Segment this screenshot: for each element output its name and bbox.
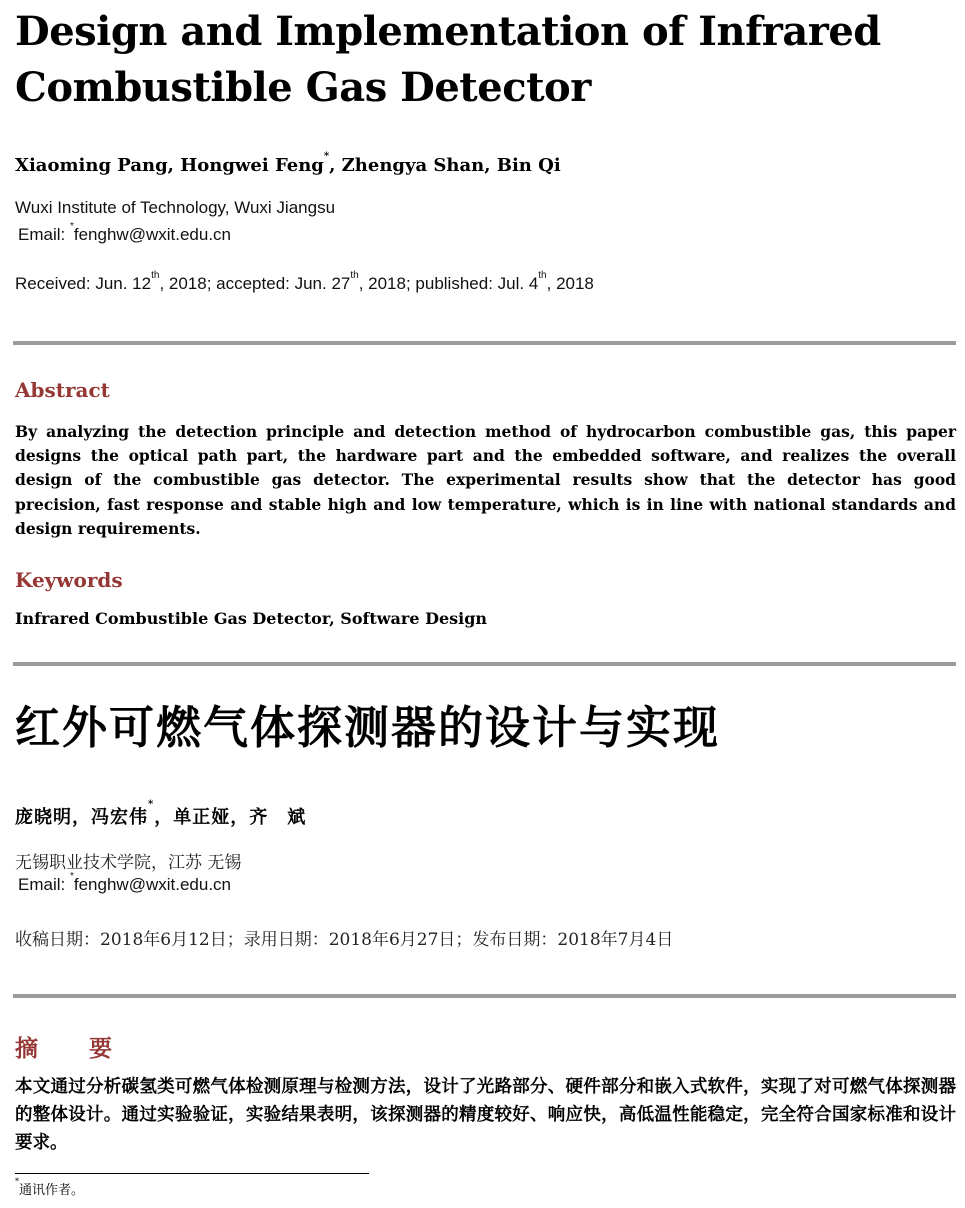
footnote <box>15 1179 956 1198</box>
abstract-heading-en: Abstract <box>15 378 110 402</box>
email-mark: * <box>69 221 74 232</box>
footnote-mark: * <box>15 1177 19 1186</box>
corresponding-author-mark: * <box>148 799 155 810</box>
ordinal-suffix: th <box>151 270 160 281</box>
email-label: Email: <box>18 875 70 894</box>
ordinal-suffix: th <box>538 270 547 281</box>
email-address[interactable]: fenghw@wxit.edu.cn <box>73 225 231 244</box>
publication-dates-en <box>15 270 956 294</box>
paper-title-en: Design and Implementation of Infrared Combustible Gas Detector <box>15 8 881 111</box>
email-zh <box>18 871 956 895</box>
authors-zh-part1: 庞晓明，冯宏伟 <box>15 807 148 828</box>
published-year: , 2018 <box>546 274 594 293</box>
keywords-heading-en: Keywords <box>15 568 123 592</box>
affiliation-zh: 无锡职业技术学院，江苏 无锡 <box>15 853 242 873</box>
published-date: , 2018; published: Jul. 4 <box>358 274 539 293</box>
abstract-body-zh: 本文通过分析碳氢类可燃气体检测原理与检测方法，设计了光路部分、硬件部分和嵌入式软件，实现了对可燃气体探测器的整体设计。通过实验验证，实验结果表明，该探测器的精度较好、响应快，高低温性能稳定，完全符合国家标准和设计要求。 <box>15 1077 956 1153</box>
author-list-zh <box>15 799 956 829</box>
section-divider <box>13 994 956 998</box>
accepted-date: , 2018; accepted: Jun. 27 <box>159 274 351 293</box>
authors-en-part1: Xiaoming Pang, Hongwei Feng <box>15 155 324 176</box>
publication-dates-zh: 收稿日期：2018年6月12日；录用日期：2018年6月27日；发布日期：2018年7月4日 <box>15 930 674 950</box>
received-date: Received: Jun. 12 <box>15 274 152 293</box>
authors-zh-part2: ，单正娅，齐 斌 <box>154 807 307 828</box>
keywords-body-en: Infrared Combustible Gas Detector, Software Design <box>15 609 488 628</box>
authors-en-part2: , Zhengya Shan, Bin Qi <box>329 155 561 176</box>
abstract-heading-zh: 摘 要 <box>15 1036 126 1062</box>
section-divider <box>13 662 956 666</box>
affiliation-en: Wuxi Institute of Technology, Wuxi Jiangsu <box>15 198 336 217</box>
email-en <box>18 221 956 245</box>
author-list-en <box>15 151 956 176</box>
footnote-text: 通讯作者。 <box>19 1183 85 1198</box>
email-address[interactable]: fenghw@wxit.edu.cn <box>73 875 231 894</box>
section-divider <box>13 341 956 345</box>
corresponding-author-mark: * <box>323 151 330 162</box>
abstract-body-en: By analyzing the detection principle and detection method of hydrocarbon combustible gas, this paper designs the optical path part, the hardware part and the embedded software, and realizes the overall design of the combustible gas detector. The experimental results show that the detector has good precision, fast response and stable high and low temperature, which is in line with national standards and design requirements. <box>15 422 956 538</box>
paper-title-zh: 红外可燃气体探测器的设计与实现 <box>15 701 721 754</box>
ordinal-suffix: th <box>350 270 359 281</box>
footnote-divider <box>15 1173 369 1174</box>
email-mark: * <box>69 871 74 882</box>
email-label: Email: <box>18 225 70 244</box>
